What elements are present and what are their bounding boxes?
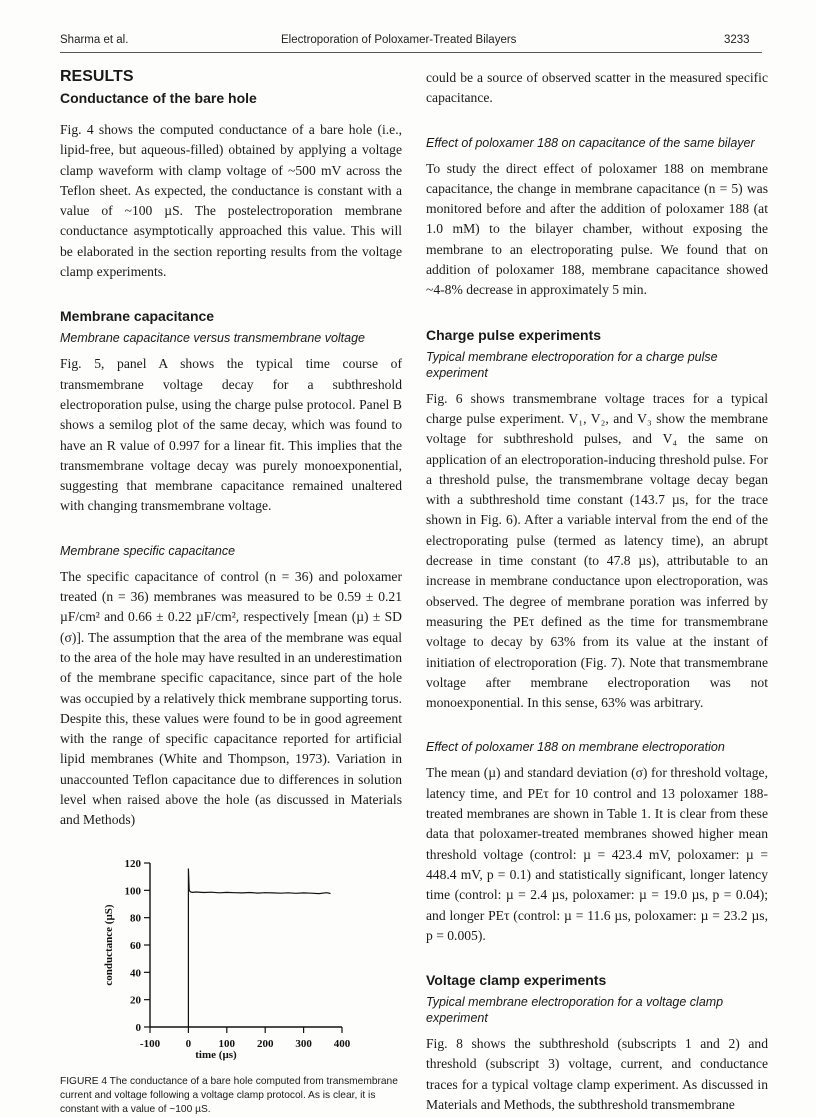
effect-same-bilayer-paragraph: To study the direct effect of poloxamer 188 on membrane capacitance, the change in membrane capacitance (n = 5) was monitored before and after the addition of poloxamer 188 (at 1.0 mM) to the bilayer chamber, without exposing the membrane to an electroporating pulse. We found that on addition of poloxamer 188, membrane capacitance showed ~4-8% decrease in approximately 5 min.	[426, 160, 768, 298]
bare-hole-paragraph: Fig. 4 shows the computed conductance of a bare hole (i.e., lipid-free, but aqueous-filled) obtained by applying a voltage clamp waveform with clamp voltage of ~500 mV across the Teflon sheet. As expected, the conductance is constant with a value of ~100 µS. The postelectroporation membrane conductance asymptotically approached this value. This will be elaborated in the section reporting results from the voltage clamp experiments.	[60, 122, 402, 280]
specific-capacitance-paragraph: The specific capacitance of control (n = 36) and poloxamer treated (n = 36) membranes was measured to be 0.59 ± 0.21 µF/cm² and 0.66 ± 0.22 µF/cm², respectively [mean (µ) ± SD (σ)]. The assumption that the area of the membrane was equal to the area of the hole may have resulted in an underestimation of the membrane specific capacitance, since part of the hole was occupied by a relatively thick membrane supporting torus. Despite this, these values were found to be in good agreement with the range of specific capacitance reported for artificial lipid membranes (White and Thompson, 1973). Variation in unaccounted Teflon capacitance due to differences in solution level when raised above the hole (as discussed in Materials and Methods)	[60, 568, 402, 828]
bare-hole-heading: Conductance of the bare hole	[60, 90, 257, 106]
specific-capacitance-subheading: Membrane specific capacitance	[60, 543, 236, 558]
left-column	[60, 68, 402, 1117]
running-head-title: Electroporation of Poloxamer-Treated Bilayers	[281, 34, 517, 46]
x-tick-label: 300	[295, 1037, 312, 1050]
x-tick-label: 100	[218, 1037, 236, 1050]
continued-paragraph: could be a source of observed scatter in the measured specific capacitance.	[426, 70, 768, 106]
membrane-capacitance-heading: Membrane capacitance	[60, 308, 215, 325]
y-tick-label: 40	[130, 966, 141, 979]
charge-pulse-subheading: Typical membrane electroporation for a charge pulse experiment	[426, 349, 718, 380]
effect-electroporation-paragraph: The mean (µ) and standard deviation (σ) for threshold voltage, latency time, and PEτ for 10 control and 13 poloxamer 188-treated membranes are shown in Table 1. It is clear from these data that poloxamer-treated membranes showed higher mean threshold voltage (control: µ = 423.4 mV, poloxamer: µ = 448.4 mV, p = 0.1) and statistically significant, longer latency time (control: µ = 2.4 µs, poloxamer: µ = 19.0 µs, p = 0.04); and longer PEτ (control: µ = 11.6 µs, poloxamer: µ = 23.2 µs, p = 0.005).	[426, 765, 768, 943]
x-tick-label: -100	[139, 1037, 161, 1050]
charge-pulse-heading: Charge pulse experiments	[426, 326, 602, 343]
voltage-clamp-paragraph: Fig. 8 shows the subthreshold (subscripts 1 and 2) and threshold (subscript 3) voltage, current, and conductance traces for a typical voltage clamp experiment. As discussed in Materials and Methods, the subthreshold transmembrane	[426, 1036, 768, 1112]
conductance-chart	[60, 849, 402, 1061]
y-axis-label: conductance (µS)	[103, 904, 115, 986]
membrane-capacitance-subheading: Membrane capacitance versus transmembrane voltage	[60, 331, 366, 346]
header-rule	[60, 52, 762, 53]
figure-4-caption: FIGURE 4 The conductance of a bare hole computed from transmembrane current and voltage following a voltage clamp protocol. As is clear, it is constant with a value of ~100 µS.	[60, 1075, 398, 1115]
x-axis-label: time (µs)	[195, 1048, 237, 1061]
y-tick-label: 100	[124, 884, 141, 897]
right-column	[426, 68, 768, 1115]
effect-electroporation-subheading: Effect of poloxamer 188 on membrane electroporation	[426, 740, 725, 755]
x-tick-label: 0	[185, 1037, 192, 1050]
running-head-authors: Sharma et al.	[60, 34, 129, 46]
y-tick-label: 120	[124, 857, 141, 870]
y-tick-label: 60	[130, 939, 141, 952]
charge-pulse-paragraph: Fig. 6 shows transmembrane voltage traces for a typical charge pulse experiment. V₁, V₂, and V₃ show the membrane voltage for subthreshold pulses, and V₄ the same on application of an electroporation-inducing threshold pulse. For a threshold pulse, the transmembrane voltage decay began with a subthreshold time constant (143.7 µs, for the trace shown in Fig. 6). After a variable interval from the end of the electroporating pulse (termed as latency time), an abrupt decrease in time constant (to 47.8 µs), attributable to an increase in membrane conductance upon electroporation, was observed. The degree of membrane poration was inferred by measuring the PEτ defined as the time for transmembrane voltage to decay by 63% from its value at the instant of initiation of electroporation (Fig. 7). Note that transmembrane voltage after membrane electroporation was not monoexponential. In this sense, 63% was arbitrary.	[426, 390, 768, 711]
figure-4	[60, 849, 402, 1061]
voltage-clamp-subheading: Typical membrane electroporation for a voltage clamp experiment	[426, 995, 724, 1026]
y-tick-label: 80	[130, 912, 141, 925]
y-tick-label: 20	[130, 994, 141, 1007]
conductance-trace-0	[188, 868, 330, 1027]
y-tick-label: 0	[135, 1021, 141, 1034]
results-heading: RESULTS	[60, 68, 134, 85]
voltage-clamp-heading: Voltage clamp experiments	[426, 972, 607, 989]
effect-same-bilayer-subheading: Effect of poloxamer 188 on capacitance of the same bilayer	[426, 135, 755, 150]
membrane-capacitance-paragraph: Fig. 5, panel A shows the typical time course of transmembrane voltage decay for a subthreshold electroporation pulse, using the charge pulse protocol. Panel B shows a semilog plot of the same decay, which was found to have an R value of 0.997 for a linear fit. This implies that the transmembrane voltage decay was purely monoexponential, suggesting that membrane capacitance remained unaltered with changing transmembrane voltage.	[60, 356, 402, 514]
page-number: 3233	[724, 34, 750, 46]
x-tick-label: 200	[256, 1037, 274, 1050]
x-tick-label: 400	[333, 1037, 351, 1050]
